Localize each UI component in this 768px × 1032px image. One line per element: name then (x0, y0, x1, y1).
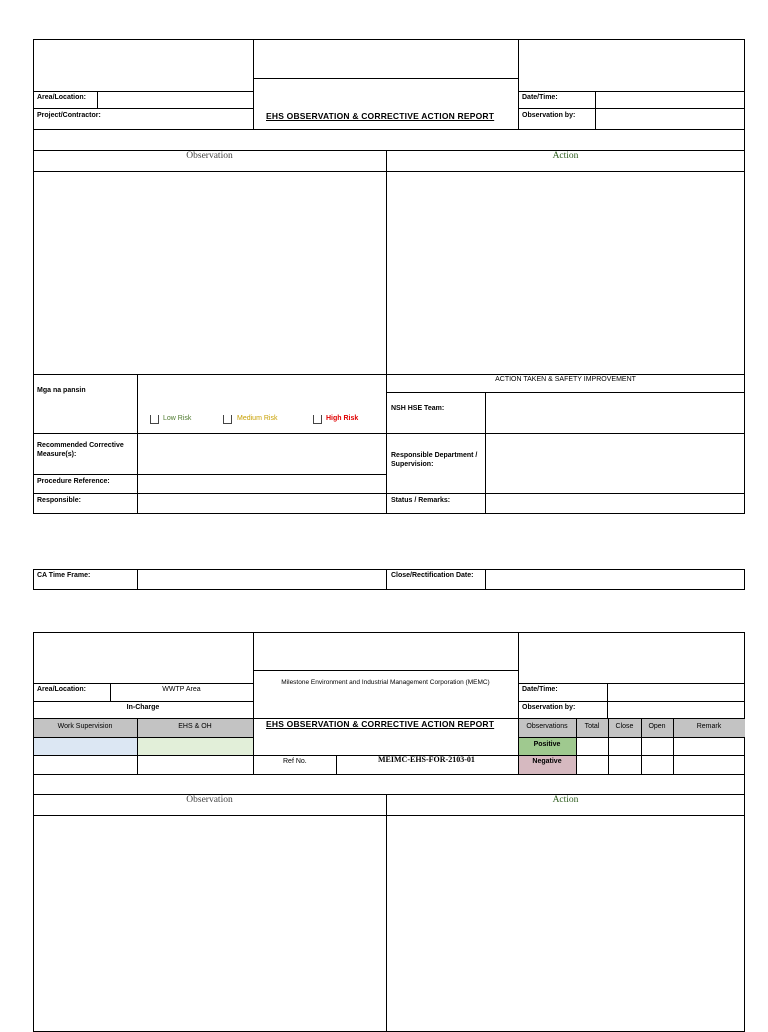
ehs-oh-header: EHS & OH (178, 723, 212, 730)
report-title-2: EHS OBSERVATION & CORRECTIVE ACTION REPORT (266, 719, 495, 729)
observation-header: Observation (186, 151, 233, 161)
recommended-label: Recommended Corrective Measure(s): (37, 442, 124, 458)
report-title: EHS OBSERVATION & CORRECTIVE ACTION REPORT (266, 111, 495, 121)
responsible-label: Responsible: (37, 497, 81, 504)
project-label: Project/Contractor: (37, 112, 101, 119)
ca-row (33, 569, 745, 590)
observer-label: Observation by: (522, 112, 576, 119)
nsh-label: NSH HSE Team: (391, 405, 445, 412)
area-label-2: Area/Location: (37, 686, 87, 693)
work-supervision-cell[interactable] (34, 738, 137, 755)
negative-label: Negative (532, 758, 562, 765)
procedure-label: Procedure Reference: (37, 478, 110, 485)
low-risk-checkbox[interactable] (150, 415, 159, 424)
work-supervision-header: Work Supervision (57, 723, 113, 730)
col-open: Open (648, 723, 666, 730)
close-label: Close/Rectification Date: (391, 572, 474, 579)
company-name: Milestone Environment and Industrial Management Corporation (MEMC) (281, 679, 490, 686)
col-close: Close (615, 723, 634, 730)
col-observations: Observations (526, 723, 568, 730)
low-risk-label: Low Risk (163, 415, 192, 422)
ref-label: Ref No. (283, 758, 307, 765)
action-header: Action (552, 151, 579, 161)
ca-label: CA Time Frame: (37, 572, 91, 579)
observation-header-2: Observation (186, 795, 233, 805)
col-total: Total (584, 723, 600, 730)
date-label-2: Date/Time: (522, 686, 558, 693)
ref-value: MEIMC-EHS-FOR-2103-01 (378, 755, 475, 764)
area-value: WWTP Area (162, 686, 201, 693)
ehs-oh-cell[interactable] (138, 738, 253, 755)
action-taken-header: ACTION TAKEN & SAFETY IMPROVEMENT (495, 376, 636, 383)
medium-risk-checkbox[interactable] (223, 415, 232, 424)
action-header-2: Action (552, 795, 579, 805)
high-risk-checkbox[interactable] (313, 415, 322, 424)
responsible-dept-label: Responsible Department / Supervision: (391, 452, 478, 468)
status-label: Status / Remarks: (391, 497, 451, 504)
medium-risk-label: Medium Risk (237, 415, 278, 422)
incharge-label: In-Charge (126, 704, 160, 711)
area-label: Area/Location: (37, 94, 87, 101)
col-remark: Remark (696, 723, 722, 730)
mga-label: Mga na pansin (37, 387, 86, 394)
high-risk-label: High Risk (326, 415, 359, 422)
observer-label-2: Observation by: (522, 704, 576, 711)
date-label: Date/Time: (522, 94, 558, 101)
positive-label: Positive (533, 741, 561, 748)
